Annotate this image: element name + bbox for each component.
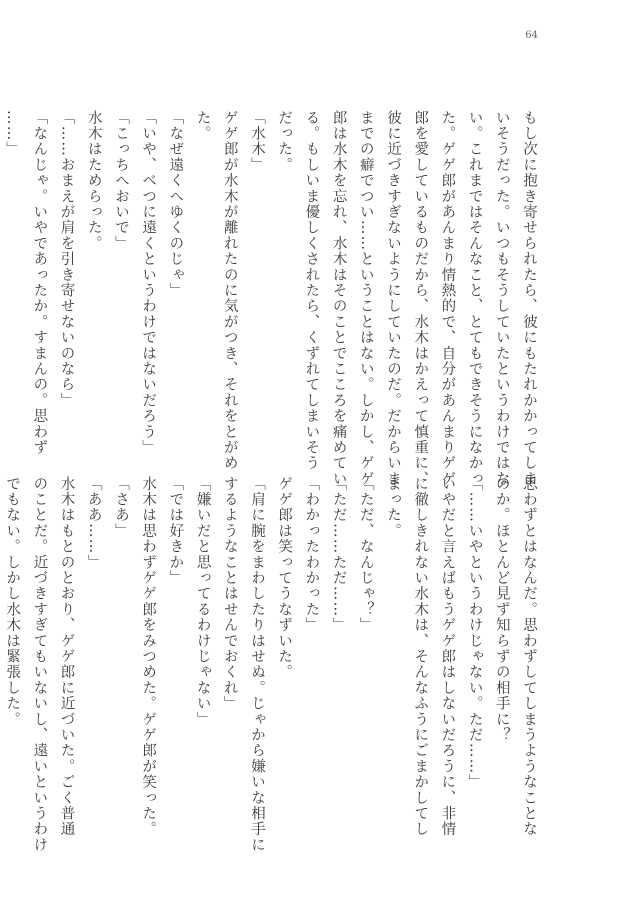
text-line: いやだと言えばもうゲゲ郎はしないだろうに、非情: [439, 476, 456, 838]
text-line: 「ただ、なんじゃ？」: [357, 476, 374, 633]
text-line: た。ゲゲ郎があんまり情熱的で、自分があんまりゲゲ: [439, 110, 456, 487]
text-line: に徹しきれない水木は、そんなふうにごまかしてし: [412, 476, 429, 838]
text-block-top: [4, 110, 542, 487]
text-line: 「わかったわかった」: [303, 476, 320, 633]
text-line: 思わずとはなんだ。思わずしてしまうようなことな: [521, 476, 537, 838]
text-line: た。: [194, 110, 211, 142]
text-line: 水木は思わずゲゲ郎をみつめた。ゲゲ郎が笑った。: [140, 476, 157, 838]
text-line: 「いや、べつに遠くというわけではないだろう」: [140, 110, 157, 456]
text-line: 「ああ……」: [85, 476, 102, 571]
text-line: だった。: [276, 110, 293, 173]
text-line: 「水木」: [248, 110, 265, 173]
text-line: までの癖でつい……ということはない。しかし、ゲゲ: [357, 110, 374, 487]
text-line: 彼に近づきすぎないようにしていたのだ。だからいま: [384, 110, 401, 487]
text-line: 「……おまえが肩を引き寄せないのなら」: [58, 110, 75, 409]
text-line: 水木はためらった。: [85, 110, 102, 252]
text-line: 「なぜ遠くへゆくのじゃ」: [167, 110, 184, 299]
text-line: 「……いやというわけじゃない。ただ……」: [466, 476, 483, 790]
text-line: 「嫌いだと思ってるわけじゃない」: [194, 476, 211, 728]
text-line: でもない。しかし水木は緊張した。: [4, 476, 21, 728]
text-line: まった。: [384, 476, 401, 539]
text-line: 水木はもとのとおり、ゲゲ郎に近づいた。ごく普通: [58, 476, 75, 838]
page-number: 64: [525, 30, 538, 41]
text-line: ……」: [4, 110, 21, 158]
text-line: 「なんじゃ。いやであったか。すまんの。思わず: [31, 110, 48, 456]
text-line: ゲゲ郎は笑ってうなずいた。: [276, 476, 293, 681]
text-line: る。もしいま優しくされたら、くずれてしまいそう: [303, 110, 320, 472]
text-line: ゲゲ郎が水木が離れたのに気がつき、それをとがめ: [221, 110, 238, 472]
text-line: い。これまではそんなこと、とてもできそうになかっ: [466, 110, 483, 487]
text-line: 「ただ……ただ……」: [330, 476, 347, 633]
text-line: 郎を愛しているものだから、水木はかえって慎重に、: [412, 110, 429, 487]
text-line: もし次に抱き寄せられたら、彼にもたれかかってしま: [521, 110, 537, 487]
text-line: 「肩に腕をまわしたりはせぬ。じゃから嫌いな相手に: [248, 476, 265, 853]
text-line: いそうだった。いつもそうしていたというわけではな: [493, 110, 510, 487]
text-line: 「こっちへおいで」: [112, 110, 129, 252]
text-line: のか。ほとんど見ず知らずの相手に？: [493, 476, 510, 743]
text-line: 郎は水木を忘れ、水木はそのことでこころを痛めてい: [330, 110, 347, 487]
text-line: 「では好きか」: [167, 476, 184, 586]
text-line: 「さあ」: [112, 476, 129, 539]
text-block-bottom: [4, 476, 542, 853]
text-line: するようなことはせんでおくれ」: [221, 476, 238, 712]
text-line: のことだ。近づきすぎてもいないし、遠いというわけ: [31, 476, 48, 853]
